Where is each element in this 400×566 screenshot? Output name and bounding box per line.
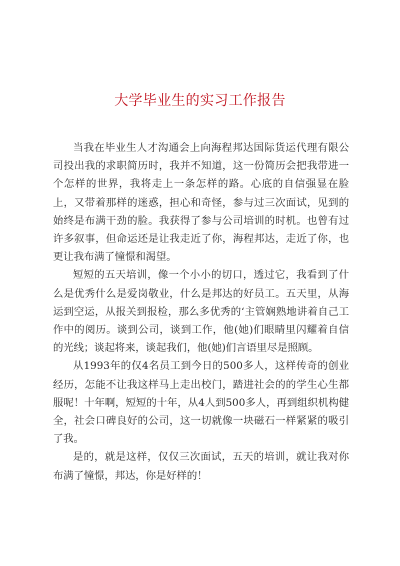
report-body <box>53 139 349 485</box>
paragraph-4: 是的，就是这样，仅仅三次面试，五天的培训，就让我对你布满了憧憬，邦达，你是好样的！ <box>53 451 349 482</box>
report-title: 大学毕业生的实习工作报告 <box>114 93 286 109</box>
paragraph-1: 当我在毕业生人才沟通会上向海程邦达国际货运代理有限公司投出我的求职简历时，我并不知道，这一份简历会把我带进一个怎样的世界，我将走上一条怎样的路。心底的自信强显在脸上，又带着那样的迷惑，担心和奇怪，参与过三次面试，见到的始终是布满干劲的脸。我获得了参与公司培训的时机。也曾有过许多叙事，但命运还是让我走近了你，海程邦达，走近了你，也更让我布满了憧憬和渴望。 <box>53 142 349 264</box>
paragraph-3: 从1993年的仅4名员工到今日的500多人，这样传奇的创业经历，怎能不让我这样马上走出校门，踏进社会的的学生心生都服呢！十年啊，短短的十年，从4人到500多人，再到组织机构健全，社会口碑良好的公司，这一切就像一块磁石一样紧紧的吸引了我。 <box>53 360 349 446</box>
paragraph-2: 短短的五天培训，像一个小小的切口，透过它，我看到了什么是优秀什么是爱岗敬业，什么是邦达的好员工。五天里，从海运到空运，从报关到报检，那么多优秀的‘主管娴熟地讲着自己工作中的阅历。谈到公司，谈到工作，他(她)们眼睛里闪耀着自信的光线；谈起将来，谈起我们，他(她)们言语里尽是照顾。 <box>53 269 349 355</box>
